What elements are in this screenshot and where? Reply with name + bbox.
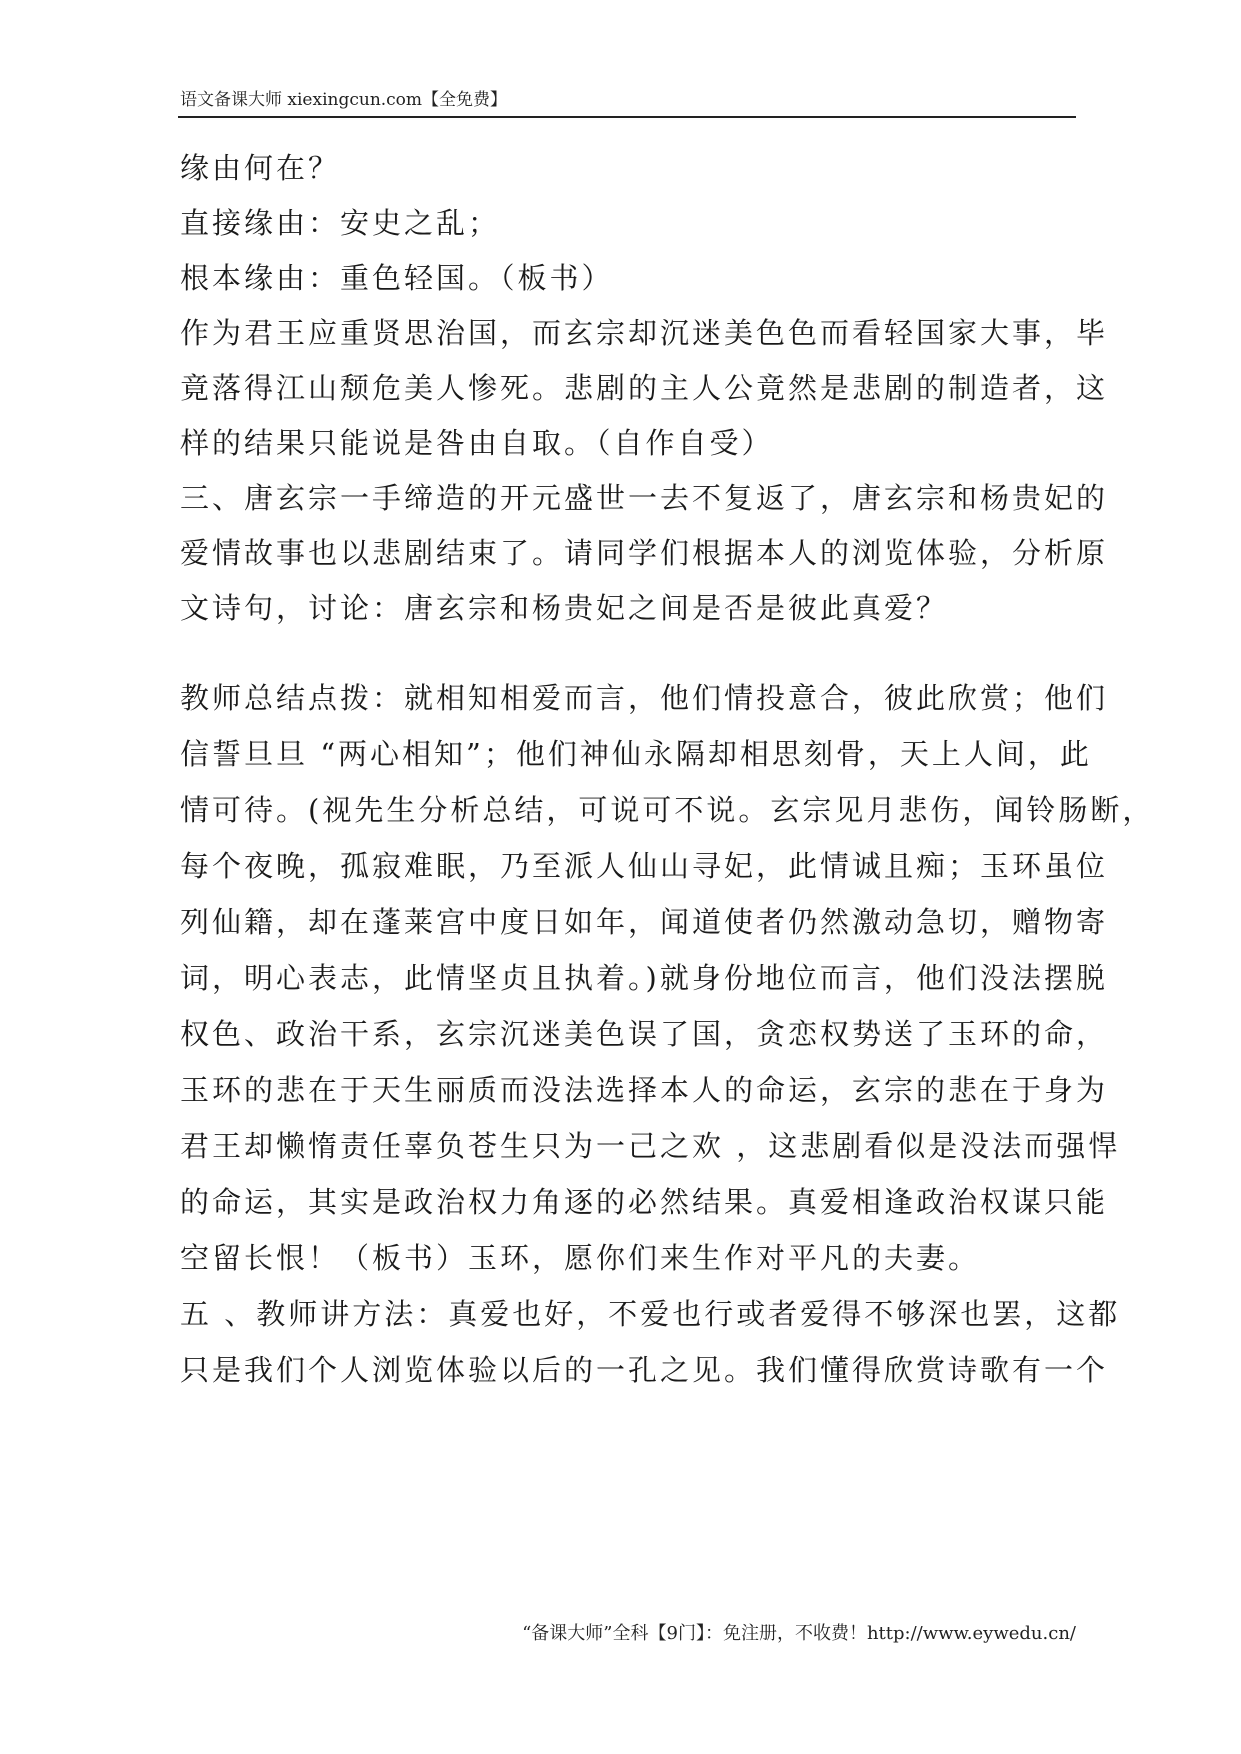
text-line: 样的结果只能说是咎由自取。（自作自受）: [180, 426, 774, 460]
text-line: 每个夜晚，孤寂难眠，乃至派人仙山寻妃，此情诚且痴；玉环虽位: [180, 849, 1109, 883]
text-line: 列仙籍，却在蓬莱宫中度日如年，闻道使者仍然激动急切，赠物寄: [180, 905, 1109, 939]
text-line: 五 、教师讲方法：真爱也好，不爱也行或者爱得不够深也罢，这都: [180, 1297, 1121, 1331]
text-line: 文诗句，讨论：唐玄宗和杨贵妃之间是否是彼此真爱？: [180, 591, 949, 625]
text-line: 作为君王应重贤思治国，而玄宗却沉迷美色色而看轻国家大事，毕: [180, 316, 1109, 350]
text-line: 竟落得江山颓危美人惨死。悲剧的主人公竟然是悲剧的制造者，这: [180, 371, 1109, 405]
text-line: 的命运，其实是政治权力角逐的必然结果。真爱相逢政治权谋只能: [180, 1185, 1109, 1219]
text-line: 爱情故事也以悲剧结束了。请同学们根据本人的浏览体验，分析原: [180, 536, 1109, 570]
text-line: 信誓旦旦 “两心相知”；他们神仙永隔却相思刻骨，天上人间，此: [180, 737, 1092, 771]
header-text: 语文备课大师 xiexingcun.com【全免费】: [180, 90, 508, 110]
text-line: 缘由何在？: [180, 151, 341, 185]
text-line: 教师总结点拨：就相知相爱而言，他们情投意合，彼此欣赏；他们: [180, 681, 1109, 715]
text-line: 只是我们个人浏览体验以后的一孔之见。我们懂得欣赏诗歌有一个: [180, 1353, 1109, 1387]
text-line: 权色、政治干系，玄宗沉迷美色误了国，贪恋权势送了玉环的命，: [180, 1017, 1109, 1051]
text-line: 情可待。(视先生分析总结，可说可不说。玄宗见月悲伤，闻铃肠断，: [180, 793, 1155, 827]
text-line: 空留长恨！（板书）玉环，愿你们来生作对平凡的夫妻。: [180, 1241, 981, 1275]
text-line: 直接缘由：安史之乱；: [180, 206, 501, 240]
text-line: 玉环的悲在于天生丽质而没法选择本人的命运，玄宗的悲在于身为: [180, 1073, 1109, 1107]
page-header: [178, 88, 1076, 118]
text-line: 词，明心表志，此情坚贞且执着。)就身份地位而言，他们没法摆脱: [180, 961, 1108, 995]
text-line: 君王却懒惰责任辜负苍生只为一己之欢 ，这悲剧看似是没法而强悍: [180, 1129, 1121, 1163]
text-line: 三、唐玄宗一手缔造的开元盛世一去不复返了，唐玄宗和杨贵妃的: [180, 481, 1109, 515]
text-line: 根本缘由：重色轻国。（板书）: [180, 261, 614, 295]
page-footer: “备课大师”全科【9门】：免注册，不收费！http://www.eywedu.cn/: [522, 1623, 1076, 1644]
